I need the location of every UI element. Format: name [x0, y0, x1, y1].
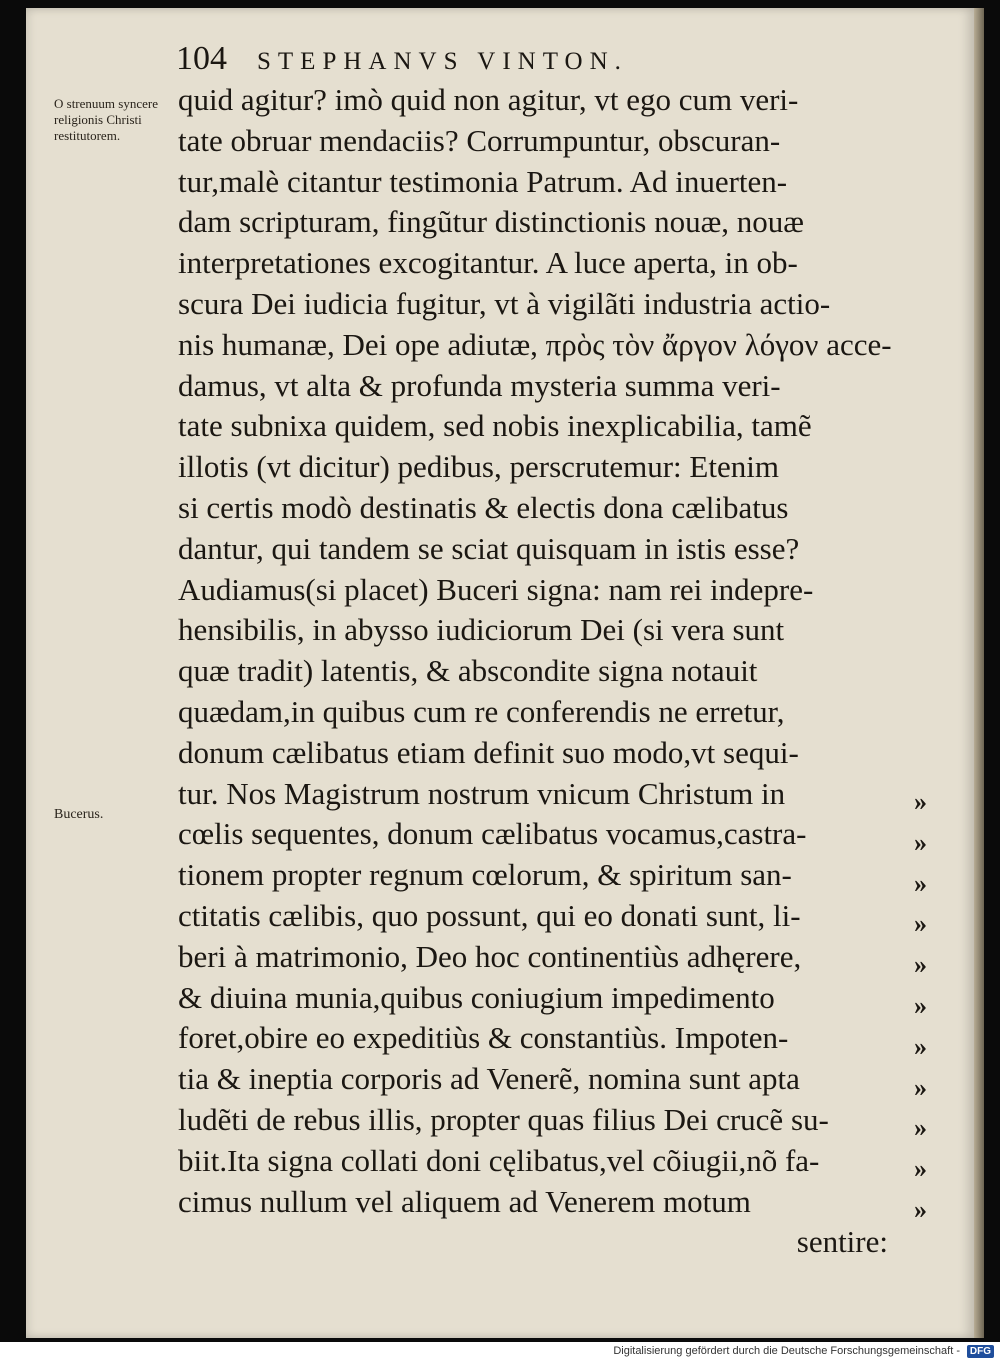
quote-mark: » — [914, 787, 927, 816]
quote-mark: » — [914, 1154, 927, 1184]
text-line: tur. Nos Magistrum nostrum vnicum Christum in — [178, 775, 786, 811]
quote-mark: » — [914, 909, 927, 939]
text-line: damus, vt alta & profunda mysteria summa veri- — [178, 367, 781, 403]
text-line: dam scripturam, fingũtur distinctionis nouæ, nouæ — [178, 204, 804, 240]
quote-mark: » — [914, 868, 927, 898]
text-line: foret,obire eo expeditiùs & constantiùs. Impoten- — [178, 1020, 789, 1056]
running-head: STEPHANVS VINTON. — [257, 48, 628, 75]
text-line: cœlis sequentes, donum cælibatus vocamus,castra- — [178, 816, 807, 852]
text-line: donum cælibatus etiam definit suo modo,vt sequi- — [178, 734, 799, 770]
dfg-logo: DFG — [967, 1345, 994, 1358]
text-line: beri à matrimonio, Deo hoc continentiùs adhęrere, — [178, 938, 802, 974]
text-line: hensibilis, in abysso iudiciorum Dei (si vera sunt — [178, 612, 785, 648]
quote-mark: » — [914, 990, 927, 1020]
text-line: & diuina munia,quibus coniugium impedimento — [178, 979, 775, 1015]
page-edge — [974, 8, 984, 1338]
text-line: tate subnixa quidem, sed nobis inexplicabilia, tamẽ — [178, 408, 812, 444]
body-text — [178, 80, 908, 1263]
quote-mark: » — [914, 1072, 927, 1102]
text-line: tionem propter regnum cœlorum, & spiritum san- — [178, 857, 792, 893]
text-line: nis humanæ, Dei ope adiutæ, πρὸς τὸν ἄργον λόγον acce- — [178, 326, 892, 362]
margin-note: O strenuum syncere religionis Christi restitutorem. — [54, 96, 158, 143]
quote-mark: » — [914, 1031, 927, 1061]
text-line: Audiamus(si placet) Buceri signa: nam rei indepre- — [178, 571, 814, 607]
text-line: scura Dei iudicia fugitur, vt à vigilãti industria actio- — [178, 285, 831, 321]
text-line: tia & ineptia corporis ad Venerẽ, nomina sunt apta — [178, 1061, 800, 1097]
text-line: tur,malè citantur testimonia Patrum. Ad inuerten- — [178, 163, 788, 199]
quote-mark: » — [914, 950, 927, 980]
text-line: tate obruar mendaciis? Corrumpuntur, obscuran- — [178, 122, 781, 158]
text-line: ctitatis cælibis, quo possunt, qui eo donati sunt, li- — [178, 897, 801, 933]
text-line: illotis (vt dicitur) pedibus, perscrutemur: Etenim — [178, 449, 779, 485]
text-line: quid agitur? imò quid non agitur, vt ego cum veri- — [178, 82, 799, 117]
text-line: cimus nullum vel aliquem ad Venerem motum — [178, 1183, 751, 1219]
text-line: quæ tradit) latentis, & abscondite signa notauit — [178, 653, 758, 689]
page-number: 104 — [176, 40, 227, 77]
quote-mark: » — [914, 1194, 927, 1224]
funding-notice: Digitalisierung gefördert durch die Deutsche Forschungsgemeinschaft - — [613, 1345, 960, 1357]
footer-bar — [0, 1342, 1000, 1363]
catchword: sentire: — [796, 1224, 888, 1260]
text-line: si certis modò destinatis & electis dona cælibatus — [178, 489, 789, 525]
text-line: ludẽti de rebus illis, propter quas filius Dei crucẽ su- — [178, 1101, 829, 1137]
quote-mark: » — [914, 1113, 927, 1143]
page-header — [176, 40, 806, 78]
text-line: quædam,in quibus cum re conferendis ne erretur, — [178, 693, 785, 729]
quote-mark: » — [914, 827, 927, 857]
text-line: biit.Ita signa collati doni cęlibatus,vel cõiugii,nõ fa- — [178, 1142, 820, 1178]
quotation-marks-column — [914, 782, 944, 1231]
text-line: interpretationes excogitantur. A luce aperta, in ob- — [178, 245, 798, 281]
text-line: dantur, qui tandem se sciat quisquam in istis esse? — [178, 530, 800, 566]
margin-note: Bucerus. — [54, 807, 104, 822]
